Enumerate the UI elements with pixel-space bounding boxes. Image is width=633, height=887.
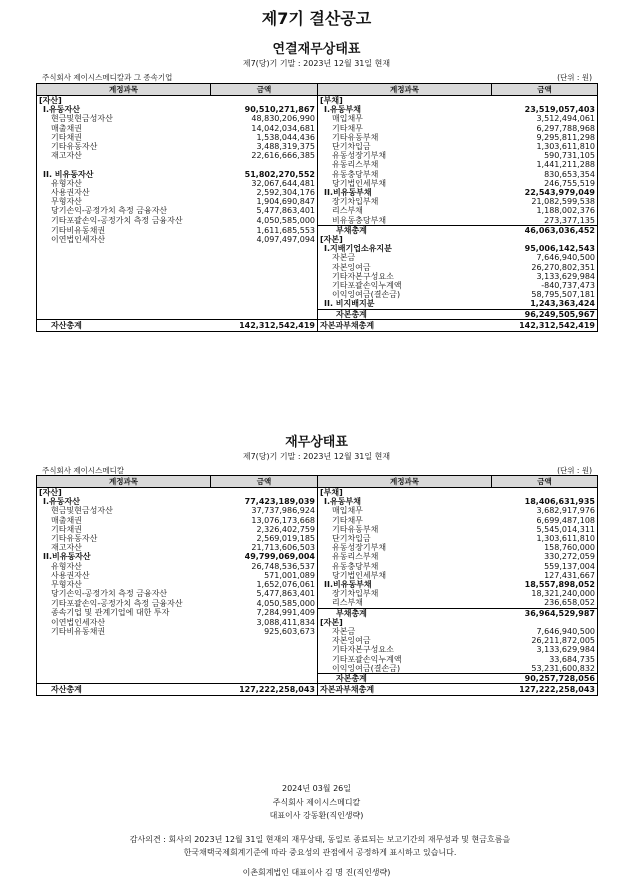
amount-value: 90,257,728,056	[492, 674, 598, 684]
table-row	[37, 543, 598, 552]
table-row	[37, 636, 598, 645]
amount-value	[211, 645, 318, 654]
account-name: 단기차입금	[332, 142, 371, 152]
account-name: [자본]	[320, 235, 343, 245]
amount-value: 23,519,057,403	[492, 105, 598, 114]
amount-value: 5,477,863,401	[211, 206, 318, 215]
account-name: 유동성장기부채	[332, 543, 387, 553]
amount-value: 5,545,014,311	[492, 525, 598, 534]
account-name: [자산]	[37, 96, 211, 106]
account-name: [자산]	[37, 488, 211, 498]
separate-period: 제7(당)기 기말 : 2023년 12월 31일 현재	[242, 452, 391, 461]
footer-date: 2024년 03월 26일	[282, 784, 351, 793]
account-name: 기타유동자산	[37, 534, 211, 543]
separate-balance-table	[36, 475, 598, 696]
account-name: 기타자본구성요소	[332, 645, 394, 655]
amount-value: 26,748,536,537	[211, 562, 318, 571]
amount-value: 273,377,135	[492, 216, 598, 226]
account-name: 재고자산	[37, 151, 211, 160]
account-name: 부채총계	[318, 608, 492, 618]
consolidated-company: 주식회사 제이시스메디칼과 그 종속기업	[42, 73, 173, 82]
amount-value: 48,830,206,990	[211, 114, 318, 123]
separate-unit: (단위 : 원)	[557, 466, 592, 475]
table-row	[37, 571, 598, 580]
amount-value: 37,737,986,924	[211, 506, 318, 515]
account-name: 기타포괄손익-공정가치 측정 금융자산	[37, 216, 211, 226]
amount-value: 246,755,519	[492, 179, 598, 188]
account-name: 사용권자산	[37, 188, 211, 197]
account-name: 당기손익-공정가치 측정 금융자산	[37, 589, 211, 598]
amount-value: 7,284,991,409	[211, 608, 318, 618]
account-name: 자본금	[332, 627, 356, 637]
amount-value	[211, 272, 318, 281]
account-name: I.유동부채	[324, 105, 361, 115]
account-name: 기타채권	[37, 525, 211, 534]
amount-value: 36,964,529,987	[492, 608, 598, 618]
amount-value: 14,042,034,681	[211, 124, 318, 133]
amount-value	[211, 244, 318, 253]
amount-value: 58,795,507,181	[492, 290, 598, 299]
amount-value	[211, 263, 318, 272]
amount-value: 3,682,917,976	[492, 506, 598, 515]
account-name: 매입채무	[332, 114, 363, 124]
account-name: 자본총계	[318, 674, 492, 684]
amount-value: 13,076,173,668	[211, 516, 318, 525]
header-amount: 금액	[211, 476, 318, 488]
amount-value: 1,303,611,810	[492, 142, 598, 151]
account-name: 재고자산	[37, 543, 211, 552]
amount-value: 46,063,036,452	[492, 225, 598, 235]
consolidated-unit: (단위 : 원)	[557, 73, 592, 82]
header-amount: 금액	[492, 84, 598, 96]
table-row	[37, 105, 598, 114]
account-name	[37, 263, 211, 272]
account-name: I.유동자산	[37, 497, 211, 506]
amount-value: 21,082,599,538	[492, 197, 598, 206]
amount-value: 1,652,076,061	[211, 580, 318, 589]
account-name: 유동충당부채	[332, 561, 379, 571]
amount-value: 7,646,940,500	[492, 627, 598, 636]
amount-value: 53,231,600,832	[492, 664, 598, 674]
account-name: 장기차입부채	[332, 589, 379, 599]
table-row	[37, 552, 598, 561]
table-row	[37, 124, 598, 133]
table-row	[37, 299, 598, 309]
amount-value: 18,321,240,000	[492, 589, 598, 598]
amount-value	[211, 488, 318, 498]
account-name: 기타비유동채권	[37, 627, 211, 636]
account-name: 단기차입금	[332, 534, 371, 544]
header-amount: 금액	[211, 84, 318, 96]
account-name: [부채]	[320, 96, 343, 105]
amount-value: 18,406,631,935	[492, 497, 598, 506]
account-name: 부채총계	[318, 225, 492, 235]
page-title: 제7기 결산공고	[261, 9, 372, 28]
account-name: 기타포괄손익누계액	[332, 654, 402, 664]
account-name: [부채]	[320, 488, 343, 497]
amount-value	[211, 281, 318, 290]
account-name	[37, 674, 211, 684]
account-name: 기타유동부채	[332, 524, 379, 534]
table-row	[37, 506, 598, 515]
account-name	[37, 655, 211, 664]
amount-value: 571,001,089	[211, 571, 318, 580]
amount-value: 2,592,304,176	[211, 188, 318, 197]
account-name: II.비유동자산	[37, 552, 211, 561]
table-row	[37, 674, 598, 684]
table-row	[37, 618, 598, 627]
table-row	[37, 197, 598, 206]
amount-value: 590,731,105	[492, 151, 598, 160]
amount-value: 95,006,142,543	[492, 244, 598, 253]
table-row	[37, 133, 598, 142]
account-name: 기타포괄손익-공정가치 측정 금융자산	[37, 598, 211, 608]
table-row	[37, 253, 598, 262]
amount-value: 925,603,673	[211, 627, 318, 636]
amount-value	[211, 309, 318, 319]
account-name: 기타채무	[332, 515, 363, 525]
separate-company: 주식회사 제이시스메디칼	[42, 466, 125, 475]
header-account: 계정과목	[318, 84, 492, 96]
amount-value: 1,441,211,288	[492, 160, 598, 169]
table-row	[37, 216, 598, 226]
total-label: 자본과부채총계	[318, 684, 492, 696]
amount-value: 33,684,735	[492, 655, 598, 664]
amount-value: 3,133,629,984	[492, 272, 598, 281]
table-row	[37, 309, 598, 319]
account-name: 유동성장기부채	[332, 151, 387, 161]
amount-value	[211, 160, 318, 169]
account-name	[37, 281, 211, 290]
table-row	[37, 655, 598, 664]
amount-value: 7,646,940,500	[492, 253, 598, 262]
table-row	[37, 244, 598, 253]
table-row	[37, 235, 598, 244]
table-row	[37, 562, 598, 571]
account-name	[37, 244, 211, 253]
account-name: 당기손익-공정가치 측정 금융자산	[37, 206, 211, 215]
amount-value: 51,802,270,552	[211, 170, 318, 179]
amount-value	[492, 618, 598, 627]
amount-value: 6,297,788,968	[492, 124, 598, 133]
account-name: 유동리스부채	[332, 552, 379, 562]
total-amount: 142,312,542,419	[211, 319, 318, 331]
amount-value: 96,249,505,967	[492, 309, 598, 319]
table-row	[37, 160, 598, 169]
amount-value: 1,303,611,810	[492, 534, 598, 543]
total-label: 자본과부채총계	[318, 319, 492, 331]
account-name: 현금및현금성자산	[37, 506, 211, 515]
account-name: 자본금	[332, 253, 356, 263]
amount-value	[211, 655, 318, 664]
footer-ceo: 대표이사 강동환(직인생략)	[269, 811, 364, 820]
account-name	[37, 253, 211, 262]
account-name: 무형자산	[37, 580, 211, 589]
total-amount: 127,222,258,043	[211, 684, 318, 696]
account-name	[37, 160, 211, 169]
table-row	[37, 151, 598, 160]
account-name: 유형자산	[37, 562, 211, 571]
table-row	[37, 488, 598, 498]
amount-value: 5,477,863,401	[211, 589, 318, 598]
account-name	[37, 664, 211, 674]
account-name: 자본잉여금	[332, 636, 371, 646]
total-row	[37, 684, 598, 696]
table-row	[37, 281, 598, 290]
account-name: 매출채권	[37, 516, 211, 525]
account-name: 이연법인세자산	[37, 618, 211, 627]
account-name: 리스부채	[332, 598, 363, 608]
separate-heading: 재무상태표	[285, 435, 348, 450]
table-row	[37, 206, 598, 215]
amount-value: 49,799,069,004	[211, 552, 318, 561]
amount-value: 4,050,585,000	[211, 598, 318, 608]
amount-value: 22,543,979,049	[492, 188, 598, 197]
account-name: I.유동자산	[37, 105, 211, 114]
header-account: 계정과목	[37, 476, 211, 488]
account-name: 기타채무	[332, 123, 363, 133]
account-name: 기타포괄손익누계액	[332, 281, 402, 291]
amount-value: 3,133,629,984	[492, 645, 598, 654]
consolidated-period: 제7(당)기 기말 : 2023년 12월 31일 현재	[242, 59, 391, 68]
account-name	[37, 309, 211, 319]
amount-value: 3,088,411,834	[211, 618, 318, 627]
table-row	[37, 179, 598, 188]
account-name: 기타채권	[37, 133, 211, 142]
account-name: 기타유동자산	[37, 142, 211, 151]
account-name: [자본]	[320, 617, 343, 627]
table-row	[37, 627, 598, 636]
header-amount: 금액	[492, 476, 598, 488]
amount-value: 77,423,189,039	[211, 497, 318, 506]
account-name: 리스부채	[332, 206, 363, 216]
table-row	[37, 580, 598, 589]
account-name	[37, 290, 211, 299]
amount-value: 4,050,585,000	[211, 216, 318, 226]
account-name: 유형자산	[37, 179, 211, 188]
account-name: II. 비유동자산	[37, 170, 211, 179]
amount-value: 1,904,690,847	[211, 197, 318, 206]
header-account: 계정과목	[37, 84, 211, 96]
amount-value: 830,653,354	[492, 170, 598, 179]
amount-value	[211, 96, 318, 106]
audit-opinion-line1: 감사의견 : 회사의 2023년 12월 31일 현재의 재무상태, 동일로 종료되는 보고기간의 재무성과 및 현금흐름을	[129, 835, 511, 844]
amount-value: 1,611,685,553	[211, 225, 318, 235]
amount-value	[211, 290, 318, 299]
table-row	[37, 645, 598, 654]
account-name: 사용권자산	[37, 571, 211, 580]
account-name: 당기법인세부채	[332, 178, 387, 188]
amount-value: 1,243,363,424	[492, 299, 598, 309]
amount-value	[211, 299, 318, 309]
table-row	[37, 497, 598, 506]
account-name: 이익잉여금(결손금)	[332, 663, 401, 673]
account-name: 이익잉여금(결손금)	[332, 290, 401, 300]
table-row	[37, 664, 598, 674]
table-row	[37, 598, 598, 608]
amount-value: 158,760,000	[492, 543, 598, 552]
account-name: 유동충당부채	[332, 169, 379, 179]
table-row	[37, 525, 598, 534]
account-name: 기타자본구성요소	[332, 271, 394, 281]
amount-value: 32,067,644,481	[211, 179, 318, 188]
consolidated-balance-table	[36, 83, 598, 332]
account-name: 장기차입부채	[332, 197, 379, 207]
account-name: 비유동충당부채	[332, 215, 387, 225]
table-row	[37, 290, 598, 299]
account-name: 무형자산	[37, 197, 211, 206]
account-name: 기타유동부채	[332, 132, 379, 142]
amount-value: 6,699,487,108	[492, 516, 598, 525]
amount-value	[492, 235, 598, 244]
amount-value: 3,512,494,061	[492, 114, 598, 123]
amount-value: -840,737,473	[492, 281, 598, 290]
amount-value: 127,431,667	[492, 571, 598, 580]
amount-value	[211, 674, 318, 684]
total-amount: 142,312,542,419	[492, 319, 598, 331]
amount-value	[211, 636, 318, 645]
account-name: II. 비지배지분	[324, 299, 375, 309]
account-name: I.유동부채	[324, 497, 361, 507]
amount-value	[211, 253, 318, 262]
total-amount: 127,222,258,043	[492, 684, 598, 696]
table-row	[37, 188, 598, 197]
account-name	[37, 299, 211, 309]
amount-value: 26,211,872,005	[492, 636, 598, 645]
table-row	[37, 170, 598, 179]
table-row	[37, 96, 598, 106]
account-name: II.비유동부채	[324, 580, 372, 590]
account-name: 매입채무	[332, 506, 363, 516]
total-row	[37, 319, 598, 331]
amount-value: 3,488,319,375	[211, 142, 318, 151]
account-name: 자본총계	[318, 309, 492, 319]
total-label: 자산총계	[37, 319, 211, 331]
amount-value	[492, 488, 598, 498]
header-account: 계정과목	[318, 476, 492, 488]
amount-value: 9,295,811,298	[492, 133, 598, 142]
amount-value	[492, 96, 598, 106]
amount-value: 1,188,002,376	[492, 206, 598, 215]
account-name: 현금및현금성자산	[37, 114, 211, 123]
footer-company: 주식회사 제이시스메디칼	[272, 798, 361, 807]
amount-value: 1,538,044,436	[211, 133, 318, 142]
account-name: 이연법인세자산	[37, 235, 211, 244]
table-row	[37, 516, 598, 525]
account-name	[37, 645, 211, 654]
amount-value: 26,270,802,351	[492, 263, 598, 272]
table-row	[37, 225, 598, 235]
account-name: I.지배기업소유지분	[324, 244, 392, 254]
account-name	[37, 272, 211, 281]
amount-value: 4,097,497,094	[211, 235, 318, 244]
amount-value: 330,272,059	[492, 552, 598, 561]
account-name: 당기법인세부채	[332, 570, 387, 580]
table-row	[37, 534, 598, 543]
account-name: 매출채권	[37, 124, 211, 133]
table-row	[37, 114, 598, 123]
account-name: 자본잉여금	[332, 262, 371, 272]
amount-value: 2,569,019,185	[211, 534, 318, 543]
account-name: 유동리스부채	[332, 160, 379, 170]
amount-value: 236,658,052	[492, 598, 598, 608]
table-row	[37, 589, 598, 598]
table-row	[37, 142, 598, 151]
account-name: II.비유동부채	[324, 188, 372, 198]
amount-value: 90,510,271,867	[211, 105, 318, 114]
total-label: 자산총계	[37, 684, 211, 696]
account-name	[37, 636, 211, 645]
audit-opinion-line2: 한국채택국제회계기준에 따라 중요성의 관점에서 공정하게 표시하고 있습니다.	[183, 848, 457, 857]
account-name: 기타비유동채권	[37, 225, 211, 235]
table-row	[37, 608, 598, 618]
auditor-signature: 이촌회계법인 대표이사 김 명 진(직인생략)	[242, 868, 391, 877]
amount-value: 22,616,666,385	[211, 151, 318, 160]
table-row	[37, 263, 598, 272]
amount-value: 21,713,606,503	[211, 543, 318, 552]
amount-value	[211, 664, 318, 674]
consolidated-heading: 연결재무상태표	[272, 42, 361, 57]
amount-value: 559,137,004	[492, 562, 598, 571]
account-name: 종속기업 및 관계기업에 대한 투자	[37, 608, 211, 618]
amount-value: 18,557,898,052	[492, 580, 598, 589]
amount-value: 2,326,402,759	[211, 525, 318, 534]
table-row	[37, 272, 598, 281]
